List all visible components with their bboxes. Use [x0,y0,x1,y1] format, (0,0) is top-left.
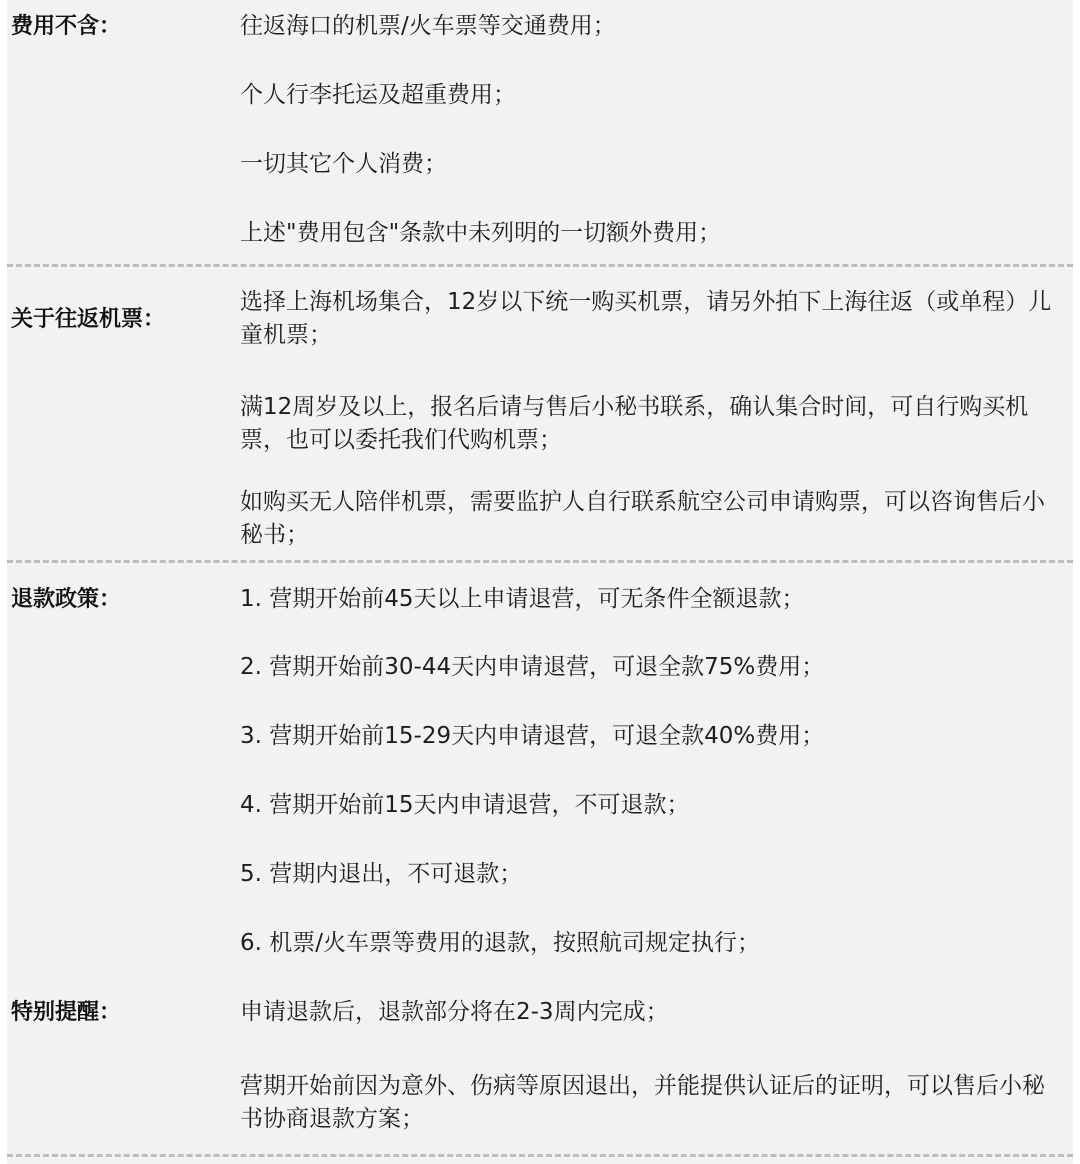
section-divider [7,560,1073,563]
section-label-refund-policy: 退款政策： [11,587,122,612]
policy-item: 5. 营期内退出，不可退款； [240,861,523,887]
policy-item: 如购买无人陪伴机票，需要监护人自行联系航空公司申请购票，可以咨询售后小秘书； [240,489,1045,548]
policy-item: 1. 营期开始前45天以上申请退营，可无条件全额退款； [240,586,805,612]
policy-item: 个人行李托运及超重费用； [240,82,516,108]
policy-item: 往返海口的机票/火车票等交通费用； [240,13,616,39]
policy-item: 4. 营期开始前15天内申请退营，不可退款； [240,792,690,818]
section-divider [7,264,1073,267]
policy-item: 2. 营期开始前30-44天内申请退营，可退全款75%费用； [240,654,825,680]
policy-item: 6. 机票/火车票等费用的退款，按照航司规定执行； [240,930,761,956]
section-label-fees-excluded: 费用不含： [11,14,122,39]
section-label-round-trip-tickets: 关于往返机票： [11,307,166,332]
policy-item: 一切其它个人消费； [240,151,447,177]
section-label-special-reminder: 特别提醒： [11,1000,122,1025]
policy-item: 3. 营期开始前15-29天内申请退营，可退全款40%费用； [240,723,825,749]
policy-item: 满12周岁及以上，报名后请与售后小秘书联系，确认集合时间，可自行购买机票，也可以委托我们代购机票； [240,394,1029,453]
policy-item: 营期开始前因为意外、伤病等原因退出，并能提供认证后的证明，可以售后小秘书协商退款方案； [240,1073,1045,1132]
policy-item: 选择上海机场集合，12岁以下统一购买机票，请另外拍下上海往返（或单程）儿童机票； [240,289,1052,348]
policy-item: 申请退款后，退款部分将在2-3周内完成； [240,999,669,1025]
policy-item: 上述"费用包含"条款中未列明的一切额外费用； [240,220,722,246]
section-divider [7,1154,1073,1157]
policy-page [7,0,1073,1164]
